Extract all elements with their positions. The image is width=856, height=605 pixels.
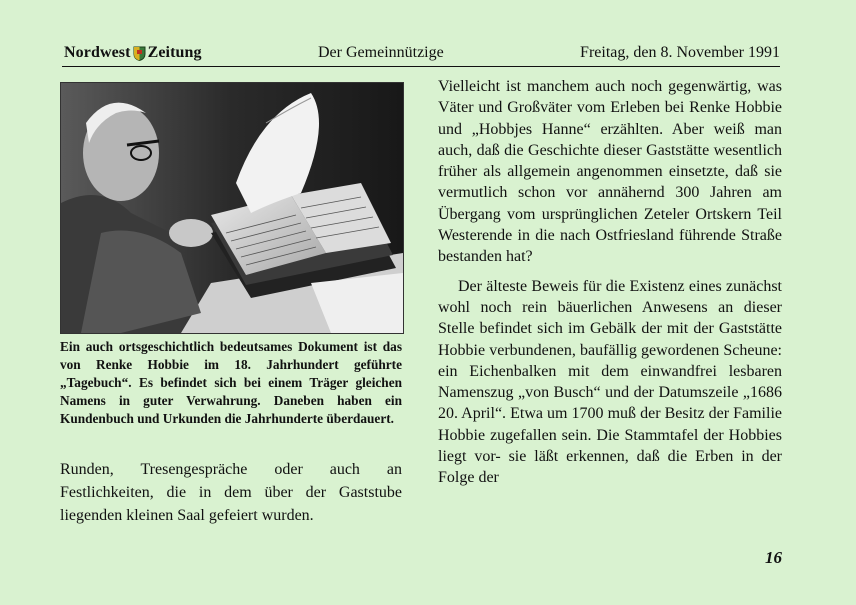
newspaper-brand — [64, 44, 202, 62]
section-title: Der Gemeinnützige — [318, 44, 444, 61]
right-paragraph-2: Der älteste Beweis für die Existenz eines zunächst wohl noch rein bäuerlichen Anwesens an dieser Stelle befindet sich im Gebälk der mit der Gaststätte Hobbie verbundenen, baufällig gewordenen Scheune: ein Eichenbalken mit dem einwandfrei lesbaren Namenszug „von Busch“ und der Datumszeile „1686 20. April“. Etwa um 1700 muß der Besitz der Familie Hobbie zugefallen sein. Die Stammtafel der Hobbies liegt vor- sie läßt erkennen, daß die Erben in der Folge der — [438, 277, 782, 487]
photo-caption: Ein auch ortsgeschichtlich bedeutsames Dokument ist das von Renke Hobbie im 18. Jahrhundert geführte „Tagebuch“. Es befindet sich bei einem Träger gleichen Namens in guter Verwahrung. Daneben haben ein Kundenbuch und Urkunden die Jahrhunderte überdauert. — [60, 339, 402, 426]
page-header — [62, 42, 780, 67]
brand-name-left: Nordwest — [64, 44, 131, 61]
article-photo — [60, 82, 404, 334]
left-column-paragraph: Runden, Tresengespräche oder auch an Festlichkeiten, die in dem über der Gaststube liegenden kleinen Saal gefeiert wurden. — [60, 461, 402, 524]
brand-name-right: Zeitung — [147, 44, 202, 61]
coat-of-arms-icon — [133, 46, 146, 61]
issue-date: Freitag, den 8. November 1991 — [580, 44, 780, 61]
right-column — [438, 76, 782, 489]
right-paragraph-1: Vielleicht ist manchem auch noch gegenwärtig, was Väter und Großväter vom Erleben bei Renke Hobbie und „Hobbjes Hanne“ erzählten. Aber weiß man auch, daß die Geschichte dieser Gaststätte wesentlich früher als allgemein angenommen einsetzte, daß sie vermutlich schon vor annähernd 300 Jahren am Übergang vom ursprünglichen Zeteler Ortskern Teil Westerende in die nach Ostfriesland führende Straße bestanden hat? — [438, 78, 782, 266]
page-number: 16 — [765, 548, 782, 567]
